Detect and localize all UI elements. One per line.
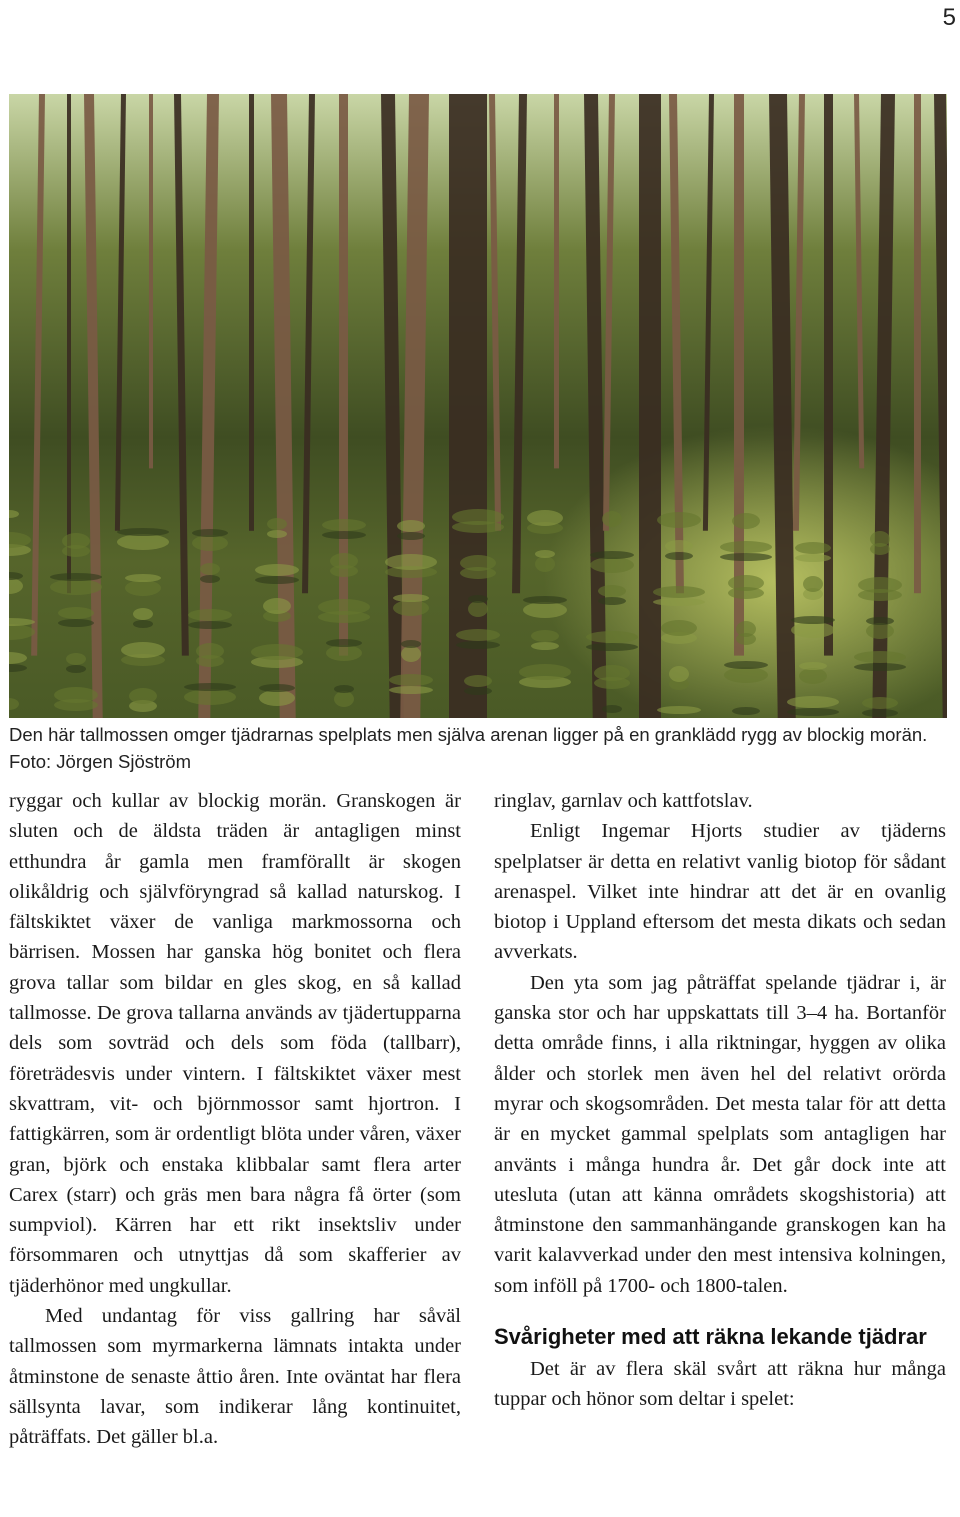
undergrowth-patch — [456, 629, 500, 641]
undergrowth-patch — [389, 674, 433, 686]
tree-trunk — [554, 94, 559, 468]
undergrowth-patch — [535, 556, 555, 572]
undergrowth-patch — [669, 666, 689, 682]
undergrowth-patch — [460, 555, 496, 571]
undergrowth-patch — [133, 608, 153, 620]
undergrowth-patch — [523, 596, 567, 604]
undergrowth-patch — [322, 519, 366, 531]
undergrowth-patch — [117, 534, 169, 550]
left-column — [9, 786, 461, 1453]
undergrowth-patch — [598, 585, 626, 597]
undergrowth-patch — [665, 552, 693, 560]
undergrowth-patch — [121, 642, 165, 658]
undergrowth-patch — [724, 661, 768, 669]
body-paragraph: Det är av flera skäl svårt att räkna hur många tuppar och hönor som deltar i spelet: — [494, 1358, 946, 1411]
tree-trunk — [67, 94, 71, 593]
undergrowth-patch — [523, 602, 567, 618]
undergrowth-patch — [803, 576, 823, 592]
undergrowth-patch — [184, 683, 236, 691]
undergrowth-patch — [58, 619, 94, 627]
undergrowth-patch — [602, 705, 622, 713]
undergrowth-patch — [720, 541, 772, 553]
undergrowth-patch — [531, 642, 559, 650]
undergrowth-patch — [653, 598, 705, 606]
undergrowth-patch — [184, 689, 236, 705]
undergrowth-patch — [468, 595, 488, 603]
undergrowth-patch — [799, 668, 827, 684]
undergrowth-patch — [736, 621, 756, 637]
undergrowth-patch — [54, 687, 98, 703]
undergrowth-patch — [456, 641, 500, 649]
undergrowth-patch — [720, 553, 772, 561]
undergrowth-patch — [464, 675, 492, 687]
undergrowth-patch — [527, 510, 563, 526]
body-paragraph: Den yta som jag påträffat spelande tjädrar i, är ganska stor och har uppskattats till 3–4 ha. Bortanför detta område finns, i alla riktningar, hyggen av olika ålder och storlek men även hel del relativt orörda myrar och skogsområden. Det mesta talar för att detta är en mycket gammal spelplats som antagligen har använts i många hundra år. Det går dock inte att utesluta (utan att känna områdets skogshistoria) att åtminstone den sammanhängande granskogen kan ha varit kalavverkad under den mest intensiva kolningen, som inföll på 1700- och 1800-talen. — [494, 971, 946, 1297]
undergrowth-patch — [393, 594, 429, 602]
undergrowth-patch — [519, 664, 571, 680]
undergrowth-patch — [200, 563, 220, 575]
undergrowth-patch — [385, 554, 437, 570]
undergrowth-patch — [452, 509, 504, 525]
undergrowth-patch — [468, 601, 488, 617]
undergrowth-patch — [728, 575, 764, 591]
undergrowth-patch — [866, 617, 894, 625]
body-paragraph: ringlav, garnlav och kattfotslav. — [494, 790, 753, 812]
undergrowth-patch — [791, 622, 835, 638]
undergrowth-patch — [255, 576, 299, 584]
undergrowth-patch — [799, 662, 827, 670]
body-paragraph: Med undantag för viss gallring har såväl tallmossen som myrmarkerna lämnats intakta under åtminstone de senaste åttio åren. Inte oväntat har flera sällsynta lavar, som indikerar lång kontinuitet, påträffats. Det gäller bl.a. — [9, 1305, 461, 1449]
tree-trunk — [149, 94, 153, 468]
undergrowth-patch — [862, 697, 898, 709]
tree-trunk — [914, 94, 921, 593]
undergrowth-patch — [590, 557, 634, 573]
undergrowth-patch — [50, 579, 102, 595]
undergrowth-patch — [251, 644, 303, 660]
undergrowth-patch — [590, 551, 634, 559]
undergrowth-patch — [732, 707, 760, 715]
undergrowth-patch — [787, 708, 839, 716]
section-heading: Svårigheter med att räkna lekande tjädrar — [494, 1324, 927, 1350]
tree-trunk — [734, 94, 744, 656]
tree-trunk — [824, 94, 833, 656]
undergrowth-patch — [594, 665, 630, 681]
undergrowth-patch — [586, 643, 638, 651]
undergrowth-patch — [334, 691, 354, 707]
undergrowth-patch — [795, 554, 831, 562]
undergrowth-patch — [397, 520, 425, 532]
tree-trunk — [639, 94, 661, 718]
undergrowth-patch — [188, 621, 232, 629]
undergrowth-patch — [531, 630, 559, 642]
undergrowth-patch — [196, 643, 224, 659]
right-column — [494, 786, 946, 1415]
page-number: 5 — [942, 4, 956, 31]
tree-trunk — [449, 94, 487, 718]
undergrowth-patch — [464, 687, 492, 695]
undergrowth-patch — [125, 574, 161, 582]
undergrowth-patch — [330, 553, 358, 569]
tree-trunk — [249, 94, 254, 531]
undergrowth-patch — [318, 599, 370, 615]
undergrowth-patch — [854, 663, 906, 671]
undergrowth-patch — [657, 706, 701, 714]
undergrowth-patch — [602, 511, 622, 527]
undergrowth-patch — [188, 609, 232, 621]
undergrowth-patch — [255, 564, 299, 576]
undergrowth-patch — [401, 646, 421, 662]
undergrowth-patch — [598, 597, 626, 605]
undergrowth-patch — [326, 645, 362, 661]
undergrowth-patch — [724, 667, 768, 683]
photo-caption: Den här tallmossen omger tjädrarnas spelplats men själva arenan ligger på en granklädd rygg av blockig morän. Foto: Jörgen Sjöström — [9, 724, 928, 772]
body-paragraph: Enligt Ingemar Hjorts studier av tjäderns spelplatser är detta en relativt vanlig biotop för sådant arenaspel. Vilket inte hindrar att det är en ovanlig biotop i Uppland eftersom det mesta dikats och sedan avverkats. — [494, 820, 946, 964]
undergrowth-patch — [653, 586, 705, 598]
undergrowth-patch — [192, 535, 228, 551]
undergrowth-patch — [661, 620, 697, 636]
undergrowth-patch — [58, 607, 94, 619]
undergrowth-patch — [133, 620, 153, 628]
undergrowth-patch — [866, 623, 894, 639]
undergrowth-patch — [787, 696, 839, 708]
undergrowth-patch — [657, 512, 701, 528]
undergrowth-patch — [389, 686, 433, 694]
undergrowth-patch — [259, 684, 295, 692]
undergrowth-patch — [117, 528, 169, 536]
undergrowth-patch — [665, 540, 693, 552]
undergrowth-patch — [50, 573, 102, 581]
undergrowth-patch — [200, 575, 220, 583]
undergrowth-patch — [401, 640, 421, 648]
undergrowth-patch — [66, 653, 86, 665]
undergrowth-patch — [393, 600, 429, 616]
undergrowth-patch — [870, 531, 890, 547]
undergrowth-patch — [791, 616, 835, 624]
undergrowth-patch — [259, 690, 295, 706]
undergrowth-patch — [795, 542, 831, 554]
undergrowth-patch — [862, 709, 898, 717]
undergrowth-patch — [263, 598, 291, 614]
undergrowth-patch — [125, 580, 161, 596]
undergrowth-patch — [854, 651, 906, 663]
body-paragraph: ryggar och kullar av blockig morän. Granskogen är sluten och de äldsta träden är antagligen minst etthundra år gamla men framförallt är skogen olikåldrig och självföryngrad så kallad naturskog. I fältskiktet växer de vanliga markmossorna och bärrisen. Mossen har ganska hög bonitet och flera grova tallar som bildar en gles skog, en så kallad tallmosse. De grova tallarna används av tjädertupparna dels som sovträd och dels som föda (tallbarr), företrädesvis under vintern. I fältskiktet växer mest skvattram, vit- och björnmossor samt hjortron. I fattigkärren, som är ordentligt blöta under våren, växer gran, björk och enstaka klibbalar samt flera arter Carex (starr) och gräs men bara några få örter (som sumpviol). Kärren har ett rikt insektsliv under försommaren och utnyttjas då som skafferier av tjäderhönor med ungkullar. — [9, 790, 461, 1297]
pine-forest-photo — [9, 94, 947, 718]
undergrowth-patch — [732, 513, 760, 529]
undergrowth-patch — [586, 631, 638, 643]
undergrowth-patch — [326, 639, 362, 647]
undergrowth-patch — [62, 533, 90, 549]
undergrowth-patch — [535, 550, 555, 558]
undergrowth-patch — [267, 530, 287, 538]
undergrowth-patch — [129, 688, 157, 704]
undergrowth-patch — [267, 518, 287, 530]
undergrowth-patch — [66, 665, 86, 673]
undergrowth-patch — [397, 532, 425, 540]
undergrowth-patch — [322, 531, 366, 539]
undergrowth-patch — [858, 577, 902, 593]
forest-image — [9, 94, 947, 718]
undergrowth-patch — [192, 529, 228, 537]
undergrowth-patch — [334, 685, 354, 693]
